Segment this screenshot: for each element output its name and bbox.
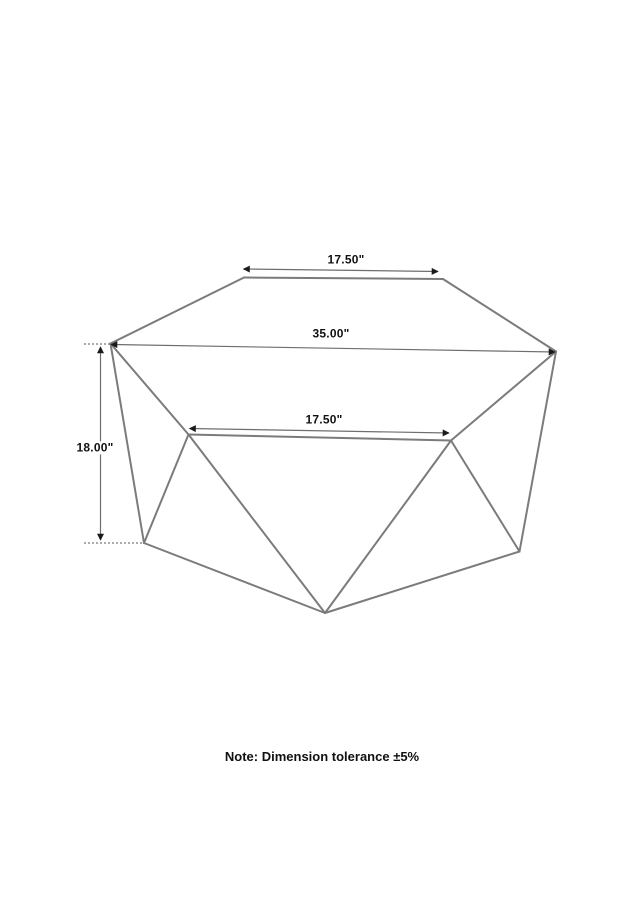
- table-edge-front_right-front_left: [189, 435, 452, 441]
- table-edge-right-bottom_right: [520, 352, 557, 552]
- dimension-arrow-front-width: [190, 429, 450, 434]
- table-edge-front_right-bottom_center: [325, 441, 451, 614]
- dimension-arrow-top-width: [244, 269, 439, 272]
- dimension-label-overall-width: 35.00": [312, 326, 350, 341]
- dimension-arrow-overall-width: [111, 345, 555, 353]
- table-edge-right-front_right: [451, 352, 556, 441]
- table-edge-front_left-bottom_left: [144, 435, 189, 544]
- table-edge-bottom_center-bottom_right: [325, 552, 520, 614]
- table-edge-top_left-top_right: [244, 278, 443, 280]
- dimension-label-height: 18.00": [76, 440, 114, 455]
- table-edge-left-top_left: [111, 278, 245, 344]
- table-edge-left-bottom_left: [111, 344, 145, 544]
- table-edge-front_left-left: [111, 344, 189, 435]
- table-edge-front_right-bottom_right: [451, 441, 520, 552]
- table-edge-top_right-right: [443, 279, 556, 352]
- dimension-label-top-width: 17.50": [327, 252, 365, 267]
- dimension-label-front-width: 17.50": [305, 412, 343, 427]
- tolerance-note: Note: Dimension tolerance ±5%: [224, 748, 420, 764]
